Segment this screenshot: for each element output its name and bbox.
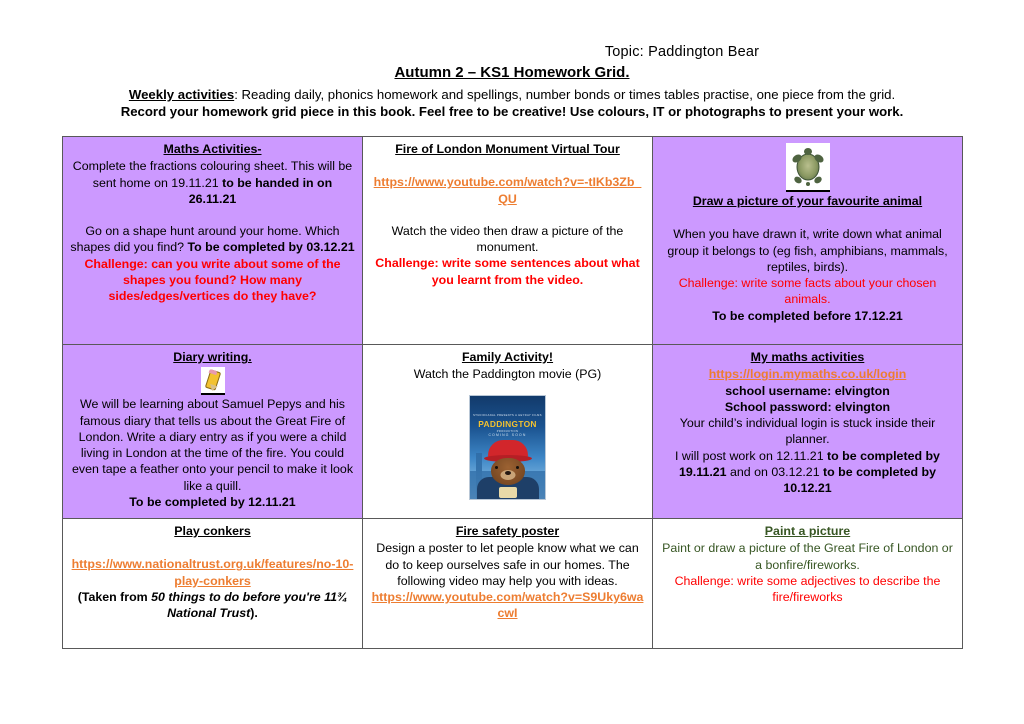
- cell-paint-a-picture: [653, 519, 963, 649]
- table-row: [63, 519, 963, 649]
- maths-p2-text: Go on a shape hunt around your home. Which shapes did you find?: [70, 224, 340, 255]
- cell-title: Fire of London Monument Virtual Tour: [395, 142, 620, 156]
- youtube-monument-link[interactable]: https://www.youtube.com/watch?v=-tIKb3Zb_QU: [373, 175, 642, 206]
- cell-fire-safety-poster: [363, 519, 653, 649]
- poster-bear-eye-right: [516, 466, 519, 469]
- youtube-fire-safety-link[interactable]: https://www.youtube.com/watch?v=S9Uky6wacwI: [371, 590, 644, 621]
- diary-deadline: To be completed by 12.11.21: [129, 495, 296, 510]
- mymaths-password: School password: elvington: [724, 399, 891, 414]
- cell-title: Diary writing.: [173, 350, 252, 364]
- cell-family-activity: [363, 345, 653, 519]
- animal-deadline: To be completed before 17.12.21: [712, 308, 903, 323]
- conkers-source-title: 50 things to do before you're 11¾ National Trust: [151, 589, 348, 621]
- paragraph-spacer: [70, 540, 355, 556]
- paint-challenge: Challenge: write some adjectives to describe the fire/fireworks: [674, 573, 941, 605]
- cell-title: Family Activity!: [461, 350, 554, 364]
- page-title: Autumn 2 – KS1 Homework Grid.: [394, 64, 630, 81]
- mymaths-deadline-1: to be completed by 19.11.21: [679, 448, 940, 480]
- diary-body: We will be learning about Samuel Pepys and his famous diary that tells us about the Great Fire of London. Write a diary entry as if you were a child living in London at the time of the fire. You could even tape a feather onto your pencil to make it look like a quill.: [71, 397, 354, 493]
- maths-p1-text: Complete the fractions colouring sheet. This will be sent home on 19.11.21: [72, 159, 353, 190]
- turtle-tail-shape: [806, 182, 810, 186]
- topic-line: Topic: Paddington Bear: [604, 44, 760, 60]
- mymaths-username: school username: elvington: [725, 383, 890, 398]
- pencil-tip-shape: [208, 384, 217, 392]
- cell-title: Maths Activities-: [163, 142, 262, 156]
- conkers-source-suffix: ).: [250, 606, 258, 621]
- turtle-icon: [786, 143, 830, 192]
- mymaths-post-2: and on 03.12.21: [726, 465, 824, 480]
- table-row: [63, 137, 963, 345]
- cell-monument-tour: [363, 137, 653, 345]
- weekly-activities-label: Weekly activities: [128, 87, 235, 102]
- monument-challenge: Challenge: write some sentences about what you learnt from the video.: [375, 256, 640, 287]
- turtle-head-shape: [804, 148, 812, 155]
- animal-body: When you have drawn it, write down what animal group it belongs to (eg fish, amphibians, mammals, reptiles, birds).: [667, 227, 948, 274]
- poster-credits: STUDIOCANAL PRESENTS A HEYDAY FILMS PRODUCTION: [473, 413, 542, 433]
- paragraph-spacer: [70, 207, 355, 223]
- mymaths-deadline-2: to be completed by 10.12.21: [783, 465, 936, 496]
- cell-play-conkers: [63, 519, 363, 649]
- maths-paragraph-1: [70, 158, 355, 207]
- monument-body: Watch the video then draw a picture of the monument.: [391, 223, 624, 255]
- maths-p1-deadline: to be handed in on 26.11.21: [188, 175, 333, 206]
- conkers-source-prefix: (Taken from: [77, 589, 152, 604]
- paragraph-spacer: [660, 210, 955, 226]
- poster-subtitle: COMING SOON: [488, 432, 527, 437]
- record-instruction: Record your homework grid piece in this book. Feel free to be creative! Use colours, IT or photographs to present your work.: [120, 104, 904, 119]
- mymaths-post-1: I will post work on 12.11.21: [675, 448, 828, 463]
- family-body: Watch the Paddington movie (PG): [413, 367, 602, 382]
- maths-paragraph-2: [70, 223, 355, 256]
- cell-title: Draw a picture of your favourite animal: [692, 194, 923, 208]
- mymaths-login-link[interactable]: https://login.mymaths.co.uk/login: [708, 367, 907, 382]
- cell-title: My maths activities: [750, 350, 865, 364]
- cell-title: Play conkers: [174, 524, 251, 538]
- poster-title: PADDINGTON: [478, 418, 537, 429]
- cell-title: Fire safety poster: [455, 524, 560, 538]
- cell-diary-writing: [63, 345, 363, 519]
- mymaths-schedule: [660, 448, 955, 497]
- mymaths-note: Your child’s individual login is stuck inside their planner.: [679, 416, 936, 447]
- conkers-source: [70, 589, 355, 622]
- cell-maths-activities: [63, 137, 363, 345]
- animal-challenge: Challenge: write some facts about your chosen animals.: [678, 276, 937, 307]
- homework-grid-table: [62, 136, 963, 649]
- cell-favourite-animal: [653, 137, 963, 345]
- paint-body: Paint or draw a picture of the Great Fire of London or a bonfire/fireworks.: [662, 541, 953, 572]
- pencil-icon: [201, 367, 225, 395]
- maths-challenge: Challenge: can you write about some of the shapes you found? How many sides/edges/vertices do they have?: [84, 256, 341, 304]
- weekly-activities-line: [0, 86, 1024, 103]
- table-row: [63, 345, 963, 519]
- poster-bear-sandwich: [499, 487, 517, 498]
- poster-bear-nose: [505, 471, 511, 475]
- cell-title: Paint a picture: [764, 524, 851, 538]
- weekly-activities-text: : Reading daily, phonics homework and spellings, number bonds or times tables practise, one piece from the grid.: [234, 87, 896, 102]
- maths-p2-deadline: To be completed by 03.12.21: [187, 240, 355, 255]
- paddington-movie-poster-image: [469, 395, 546, 500]
- fire-safety-body: Design a poster to let people know what we can do to keep ourselves safe in our homes. The following video may help you with ideas.: [376, 541, 639, 588]
- paragraph-spacer: [370, 158, 645, 174]
- paragraph-spacer: [370, 207, 645, 223]
- cell-mymaths-activities: [653, 345, 963, 519]
- poster-bear-eye-left: [495, 466, 498, 469]
- national-trust-conkers-link[interactable]: https://www.nationaltrust.org.uk/features/no-10-play-conkers: [71, 557, 354, 588]
